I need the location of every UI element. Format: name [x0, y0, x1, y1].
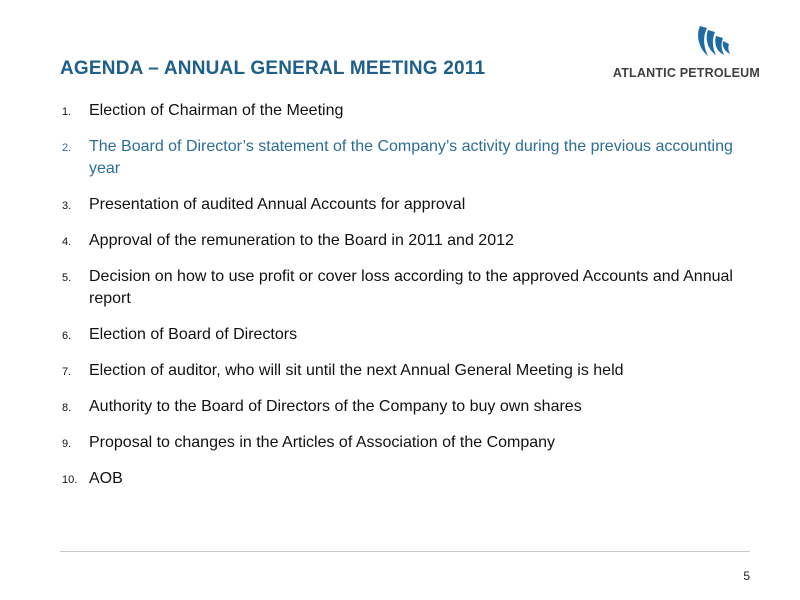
agenda-text: Proposal to changes in the Articles of Association of the Company [89, 434, 556, 451]
wave-logo-icon [694, 22, 734, 64]
agenda-number: 3. [62, 200, 72, 212]
agenda-text: Election of Board of Directors [89, 326, 298, 343]
agenda-number: 7. [62, 366, 72, 378]
agenda-number: 8. [62, 402, 72, 414]
agenda-item-5 [62, 266, 762, 310]
agenda-text: Election of Chairman of the Meeting [89, 102, 344, 119]
agenda-item-10 [62, 468, 762, 490]
page-number: 5 [743, 569, 750, 583]
agenda-number: 4. [62, 236, 72, 248]
agenda-text: Presentation of audited Annual Accounts for approval [89, 196, 466, 213]
agenda-text: Approval of the remuneration to the Board in 2011 and 2012 [89, 232, 514, 249]
agenda-item-2 [62, 136, 762, 180]
agenda-number: 1. [62, 106, 72, 118]
agenda-item-4 [62, 230, 762, 252]
agenda-item-7 [62, 360, 762, 382]
agenda-number: 2. [62, 142, 72, 154]
company-logo [590, 22, 760, 84]
agenda-number: 10. [62, 474, 78, 486]
logo-wordmark: ATLANTIC PETROLEUM [612, 66, 760, 80]
agenda-item-1 [62, 100, 762, 122]
agenda-number: 9. [62, 438, 72, 450]
agenda-item-6 [62, 324, 762, 346]
agenda-text: Decision on how to use profit or cover loss according to the approved Accounts and Annual report [89, 268, 733, 307]
agenda-number: 6. [62, 330, 72, 342]
agenda-item-3 [62, 194, 762, 216]
agenda-text: AOB [89, 470, 123, 487]
agenda-number: 5. [62, 272, 72, 284]
agenda-text: Election of auditor, who will sit until the next Annual General Meeting is held [89, 362, 624, 379]
agenda-text: Authority to the Board of Directors of the Company to buy own shares [89, 398, 582, 415]
footer-divider [60, 551, 750, 552]
slide-title: AGENDA – ANNUAL GENERAL MEETING 2011 [60, 58, 486, 79]
agenda-text: The Board of Director’s statement of the Company’s activity during the previous accounting year [89, 138, 733, 177]
agenda-list [62, 100, 762, 490]
agenda-item-9 [62, 432, 762, 454]
agenda-item-8 [62, 396, 762, 418]
